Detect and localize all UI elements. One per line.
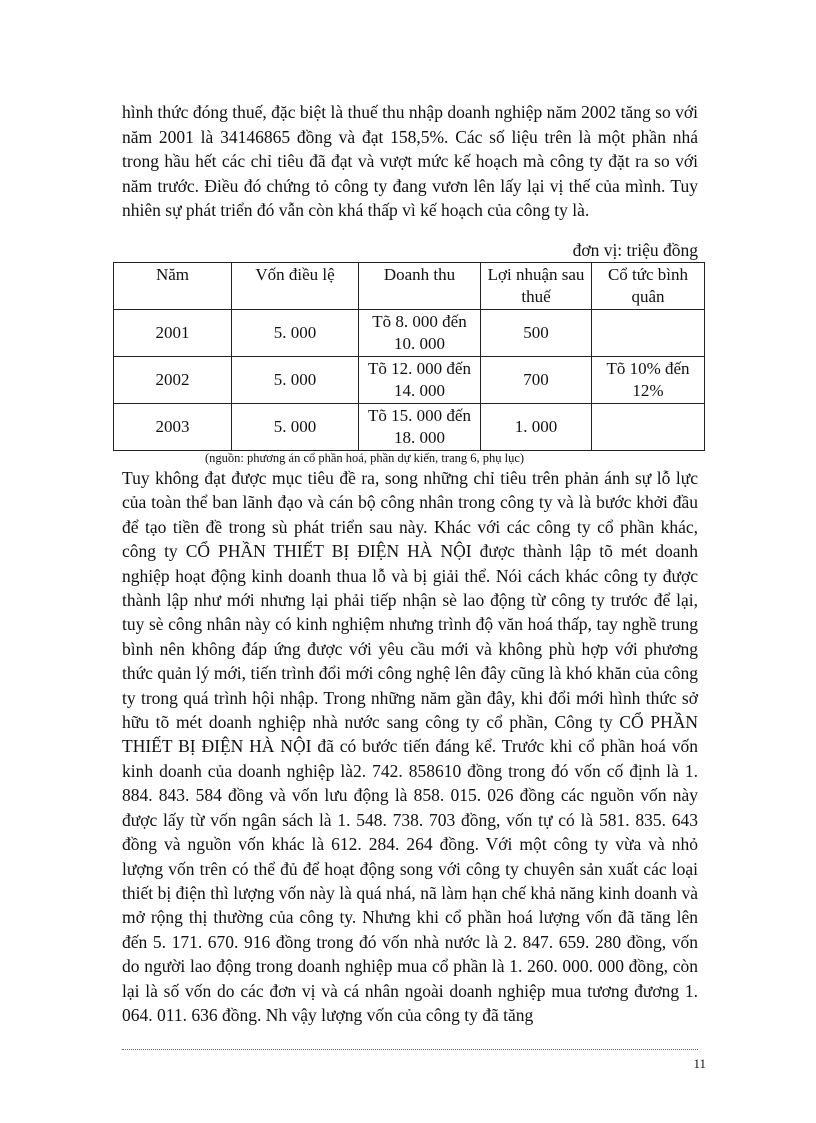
table-row	[114, 404, 705, 451]
page-number: 11	[693, 1056, 706, 1071]
cell-profit: 700	[481, 357, 592, 404]
cell-dividend: Tõ 10% đến 12%	[592, 357, 705, 404]
cell-profit: 1. 000	[481, 404, 592, 451]
header-dividend: Cổ tức bình quân	[592, 263, 705, 310]
table-header-row	[114, 263, 705, 310]
table-row	[114, 357, 705, 404]
source-note: (nguồn: phương án cổ phần hoá, phần dự kiến, trang 6, phụ lục)	[205, 451, 525, 465]
cell-revenue: Tõ 8. 000 đến 10. 000	[359, 310, 481, 357]
cell-year: 2002	[114, 357, 232, 404]
cell-capital: 5. 000	[232, 310, 359, 357]
header-net-profit: Lợi nhuận sau thuế	[481, 263, 592, 310]
table-row	[114, 310, 705, 357]
cell-capital: 5. 000	[232, 357, 359, 404]
cell-profit: 500	[481, 310, 592, 357]
header-revenue: Doanh thu	[359, 263, 481, 310]
intro-paragraph: hình thức đóng thuế, đặc biệt là thuế thu nhập doanh nghiệp năm 2002 tăng so với năm 2001 là 34146865 đồng và đạt 158,5%. Các số liệu trên là một phần nhá trong hầu hết các chỉ tiêu đã đạt và vượt mức kế hoạch mà công ty đặt ra so với năm trước. Điều đó chứng tỏ công ty đang vươn lên lấy lại vị thế của mình. Tuy nhiên sự phát triển đó vẫn còn khá thấp vì kế hoạch của công ty là.	[122, 102, 698, 220]
cell-dividend	[592, 310, 705, 357]
header-year: Năm	[114, 263, 232, 310]
cell-year: 2003	[114, 404, 232, 451]
cell-capital: 5. 000	[232, 404, 359, 451]
plan-table	[113, 262, 705, 451]
cell-year: 2001	[114, 310, 232, 357]
main-paragraph: Tuy không đạt được mục tiêu đề ra, song những chỉ tiêu trên phản ánh sự lỗ lực của toàn thể ban lãnh đạo và cán bộ công nhân trong công ty và là bước khởi đầu để tạo tiền đề trong sù phát triển sau này. Khác với các công ty cổ phần khác, công ty CỔ PHẦN THIẾT BỊ ĐIỆN HÀ NỘI được thành lập tõ mét doanh nghiệp hoạt động kinh doanh thua lỗ và bị giải thể. Nói cách khác công ty được thành lập như mới nhưng lại phải tiếp nhận sè lao động từ công ty trước để lại, tuy sè công nhân này có kinh nghiệm nhưng trình độ văn hoá thấp, tay nghề trung bình nên không đáp ứng được với yêu cầu mới và không phù hợp với phương thức quản lý mới, tiến trình đổi mới công nghệ lên đây cũng là khó khăn của công ty trong quá trình hội nhập. Trong những năm gần đây, khi đổi mới hình thức sở hữu tõ mét doanh nghiệp nhà nước sang công ty cổ phần, Công ty CỔ PHẦN THIẾT BỊ ĐIỆN HÀ NỘI đã có bước tiến đáng kể. Trước khi cổ phần hoá vốn kinh doanh của doanh nghiệp là2. 742. 858610 đồng trong đó vốn cố định là 1. 884. 843. 584 đồng và vốn lưu động là 858. 015. 026 đồng các nguồn vốn này được lấy từ vốn ngân sách là 1. 548. 738. 703 đồng, vốn tự có là 581. 835. 643 đồng và nguồn vốn khác là 612. 284. 264 đồng. Với một công ty vừa và nhỏ lượng vốn trên có thể đủ để hoạt động song với công ty chuyên sản xuất các loại thiết bị điện thì lượng vốn này là quá nhá, nã làm hạn chế khả năng kinh doanh và mở rộng thị thường của công ty. Nhưng khi cổ phần hoá lượng vốn đã tăng lên đến 5. 171. 670. 916 đồng trong đó vốn nhà nước là 2. 847. 659. 280 đồng, vốn do người lao động trong doanh nghiệp mua cổ phần là 1. 260. 000. 000 đồng, còn lại là số vốn do các đơn vị và cá nhân ngoài doanh nghiệp mua tương đương 1. 064. 011. 636 đồng. Nh vậy lượng vốn của công ty đã tăng	[122, 468, 698, 1025]
cell-revenue: Tõ 15. 000 đến 18. 000	[359, 404, 481, 451]
footer-divider	[122, 1049, 698, 1050]
unit-label: đơn vị: triệu đồng	[572, 240, 698, 260]
cell-dividend	[592, 404, 705, 451]
header-charter-capital: Vốn điều lệ	[232, 263, 359, 310]
cell-revenue: Tõ 12. 000 đến 14. 000	[359, 357, 481, 404]
